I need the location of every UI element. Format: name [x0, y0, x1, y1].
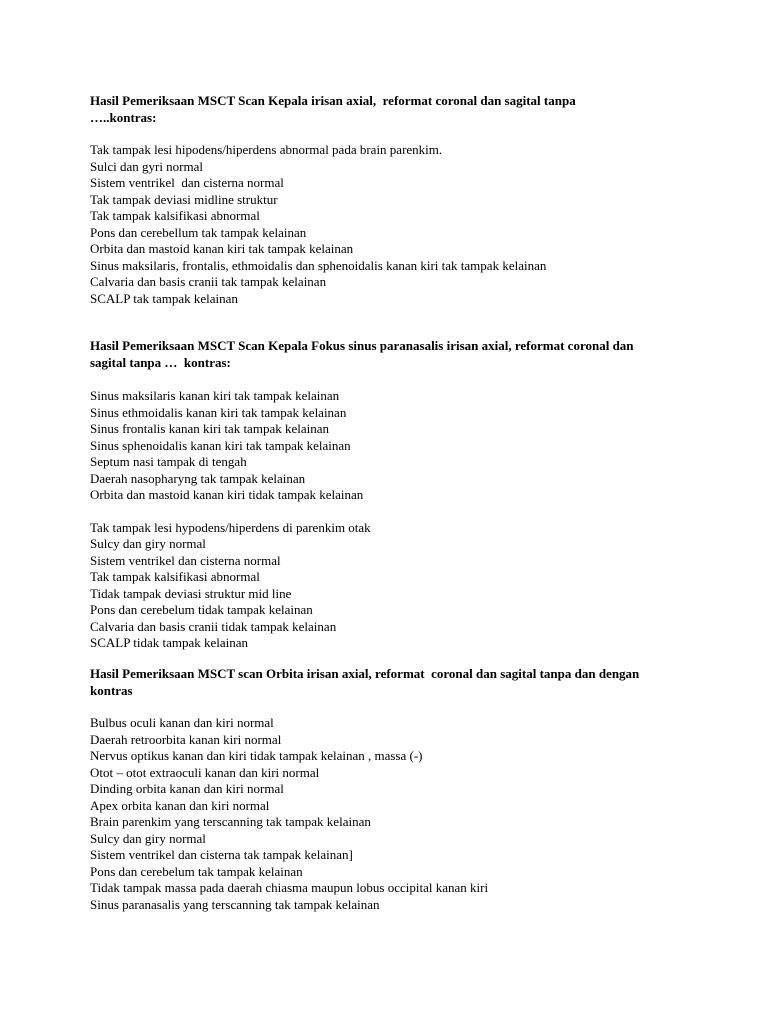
- finding-line: Tidak tampak deviasi struktur mid line: [90, 585, 292, 601]
- finding-line: Sinus ethmoidalis kanan kiri tak tampak kelainan: [90, 404, 347, 420]
- finding-line: Daerah retroorbita kanan kiri normal: [90, 731, 282, 747]
- finding-line: Apex orbita kanan dan kiri normal: [90, 797, 270, 813]
- findings-list: [90, 142, 690, 307]
- section-msct-orbita: [90, 665, 690, 913]
- finding-line: Tak tampak lesi hypodens/hiperdens di parenkim otak: [90, 519, 371, 535]
- finding-line: SCALP tak tampak kelainan: [90, 290, 238, 306]
- finding-line: Calvaria dan basis cranii tak tampak kelainan: [90, 274, 327, 289]
- finding-line: Sinus maksilaris, frontalis, ethmoidalis dan sphenoidalis kanan kiri tak tampak kelainan: [90, 257, 547, 273]
- finding-line: Pons dan cerebelum tak tampak kelainan: [90, 863, 303, 879]
- section-heading: Hasil Pemeriksaan MSCT Scan Kepala Fokus sinus paranasalis irisan axial, reformat coronal dan sagital tanpa … kontras:: [90, 338, 634, 370]
- finding-line: Brain parenkim yang terscanning tak tampak kelainan: [90, 814, 371, 829]
- finding-line: Dinding orbita kanan dan kiri normal: [90, 781, 284, 796]
- finding-line: Septum nasi tampak di tengah: [90, 454, 247, 469]
- finding-line: Sinus frontalis kanan kiri tak tampak kelainan: [90, 421, 329, 436]
- finding-line: Orbita dan mastoid kanan kiri tak tampak kelainan: [90, 241, 354, 256]
- finding-line: Sistem ventrikel dan cisterna normal: [90, 552, 281, 568]
- finding-line: Orbita dan mastoid kanan kiri tidak tampak kelainan: [90, 487, 364, 502]
- finding-line: Sulci dan gyri normal: [90, 158, 204, 174]
- findings-list-sinus: [90, 388, 690, 504]
- section-heading: Hasil Pemeriksaan MSCT scan Orbita irisan axial, reformat coronal dan sagital tanpa dan dengan kontras: [90, 666, 640, 698]
- finding-line: Tak tampak lesi hipodens/hiperdens abnormal pada brain parenkim.: [90, 142, 443, 157]
- finding-line: Sinus sphenoidalis kanan kiri tak tampak kelainan: [90, 437, 351, 453]
- finding-line: Tidak tampak massa pada daerah chiasma maupun lobus occipital kanan kiri: [90, 880, 489, 895]
- finding-line: Daerah nasopharyng tak tampak kelainan: [90, 470, 306, 486]
- finding-line: Sinus maksilaris kanan kiri tak tampak kelainan: [90, 388, 340, 403]
- finding-line: Sulcy dan giry normal: [90, 536, 206, 551]
- finding-line: Otot – otot extraoculi kanan dan kiri normal: [90, 764, 320, 780]
- finding-line: Sulcy dan giry normal: [90, 830, 206, 846]
- finding-line: Nervus optikus kanan dan kiri tidak tampak kelainan , massa (-): [90, 748, 423, 763]
- finding-line: SCALP tidak tampak kelainan: [90, 635, 249, 650]
- section-msct-kepala: [90, 92, 690, 307]
- section-heading: Hasil Pemeriksaan MSCT Scan Kepala irisan axial, reformat coronal dan sagital tanpa …..kontras:: [90, 93, 576, 125]
- finding-line: Calvaria dan basis cranii tidak tampak kelainan: [90, 618, 337, 634]
- finding-line: Sistem ventrikel dan cisterna normal: [90, 175, 284, 190]
- finding-line: Sistem ventrikel dan cisterna tak tampak kelainan]: [90, 847, 353, 862]
- finding-line: Pons dan cerebellum tak tampak kelainan: [90, 224, 307, 240]
- findings-list-brain: [90, 520, 690, 652]
- finding-line: Tak tampak kalsifikasi abnormal: [90, 569, 260, 584]
- section-msct-sinus-paranasalis: [90, 337, 690, 652]
- finding-line: Tak tampak deviasi midline struktur: [90, 191, 278, 207]
- finding-line: Bulbus oculi kanan dan kiri normal: [90, 715, 274, 730]
- finding-line: Pons dan cerebelum tidak tampak kelainan: [90, 602, 313, 617]
- finding-line: Sinus paranasalis yang terscanning tak tampak kelainan: [90, 896, 380, 912]
- finding-line: Tak tampak kalsifikasi abnormal: [90, 208, 260, 223]
- findings-list: [90, 715, 690, 913]
